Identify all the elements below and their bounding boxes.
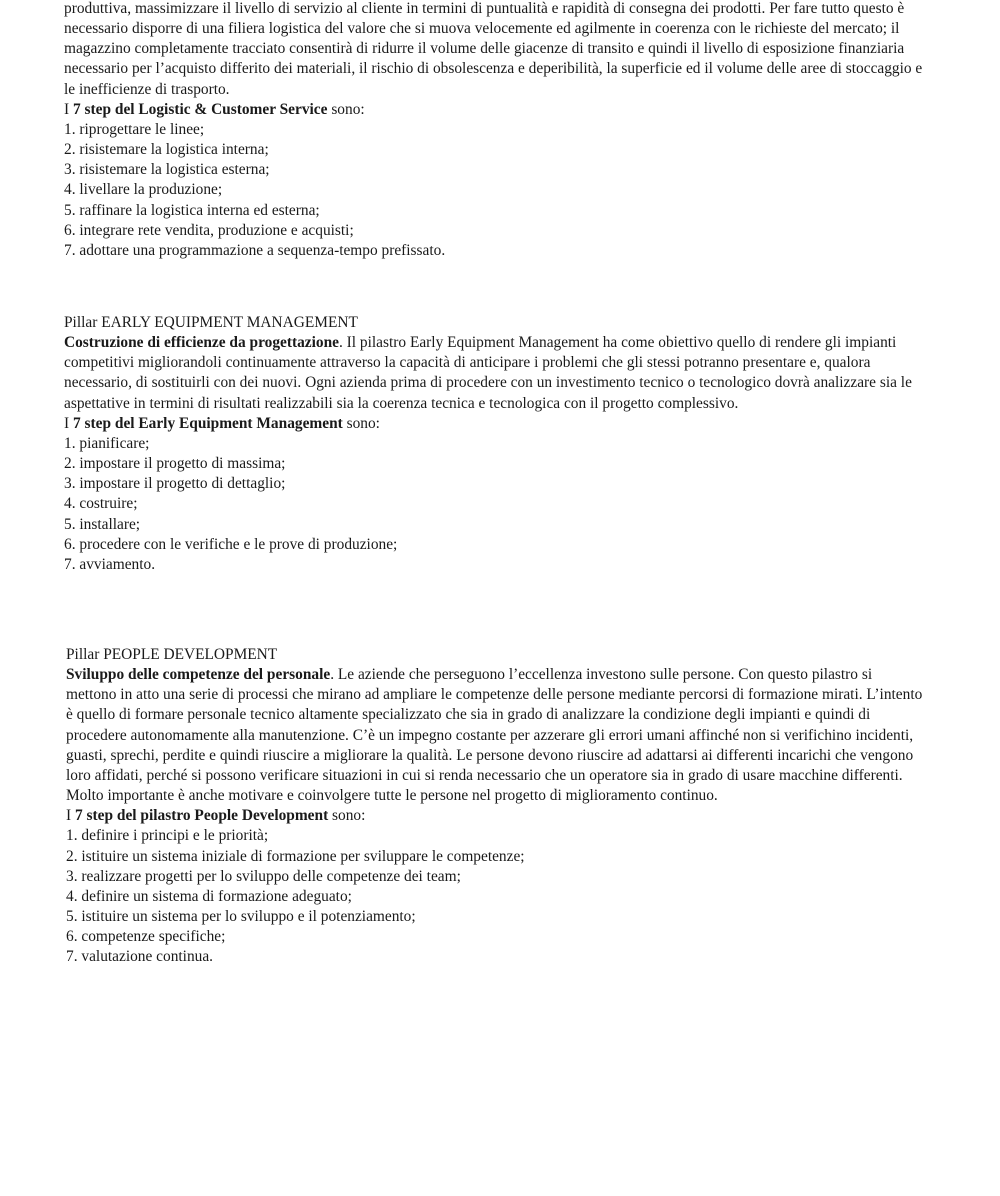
eem-steps-intro xyxy=(64,414,924,434)
people-step-item: 4. definire un sistema di formazione adeguato; xyxy=(66,887,352,905)
people-heading: Pillar PEOPLE DEVELOPMENT xyxy=(66,646,278,663)
people-section xyxy=(66,645,926,968)
logistic-step-item: 5. raffinare la logistica interna ed esterna; xyxy=(64,201,320,219)
people-step-item: 1. definire i principi e le priorità; xyxy=(66,827,269,845)
eem-lead-bold: Costruzione di efficienze da progettazione xyxy=(64,334,339,352)
eem-paragraph xyxy=(64,333,924,414)
people-step-item: 2. istituire un sistema iniziale di formazione per sviluppare le competenze; xyxy=(66,847,525,865)
people-steps-intro-bold: 7 step del pilastro People Development xyxy=(74,807,329,825)
eem-step-item: 6. procedere con le verifiche e le prove di produzione; xyxy=(64,535,398,553)
eem-step-item: 4. costruire; xyxy=(64,495,138,513)
people-step-item: 3. realizzare progetti per lo sviluppo delle competenze dei team; xyxy=(66,867,461,885)
people-step-item: 7. valutazione continua. xyxy=(66,948,214,966)
people-steps-intro-prefix: I xyxy=(66,807,75,825)
eem-lead-text: . Il pilastro Early Equipment Management ha come obiettivo quello di rendere gli impianti competitivi migliorandoli continuamente attraverso la capacità di anticipare i problemi che gli stessi potranno presentare e, qualora necessario, di sostituirli con dei nuovi. Ogni azienda prima di procedere con un investimento tecnico o tecnologico dovrà analizzare sia le aspettative in termini di risultati realizzabili sia la coerenza tecnica e tecnologica con il progetto complessivo. xyxy=(64,334,912,412)
people-steps-intro-suffix: sono: xyxy=(328,807,366,825)
logistic-section xyxy=(64,0,924,261)
eem-steps-intro-bold: 7 step del Early Equipment Management xyxy=(72,414,343,432)
eem-step-item: 7. avviamento. xyxy=(64,555,156,573)
people-lead-text: . Le aziende che perseguono l’eccellenza investono sulle persone. Con questo pilastro si mettono in atto una serie di processi che mirano ad ampliare le competenze delle persone mediante percorsi di formazione mirati. L’intento è quello di formare personale tecnico altamente specializzato che sia in grado di analizzare la condizione degli impianti e quindi di procedere autonomamente alla manutenzione. C’è un impegno costante per azzerare gli errori umani affinché non si verifichino incidenti, guasti, sprechi, perdite e quindi riuscire a migliorare la qualità. Le persone devono riuscire ad adattarsi ai differenti incarichi che vengono loro affidati, perché si possono verificare situazioni in cui si renda necessario che un operatore sia in grado di usare macchine differenti. Molto importante è anche motivare e coinvolgere tutte le persone nel progetto di miglioramento continuo. xyxy=(66,666,923,805)
eem-section xyxy=(64,313,924,575)
eem-step-item: 3. impostare il progetto di dettaglio; xyxy=(64,475,286,493)
eem-step-item: 1. pianificare; xyxy=(64,434,150,452)
people-paragraph xyxy=(66,665,926,806)
eem-step-item: 5. installare; xyxy=(64,515,141,533)
logistic-steps-intro-prefix: I xyxy=(64,100,73,118)
eem-step-item: 2. impostare il progetto di massima; xyxy=(64,455,286,473)
people-step-item: 6. competenze specifiche; xyxy=(66,928,226,946)
people-lead-bold: Sviluppo delle competenze del personale xyxy=(66,666,331,684)
eem-steps-intro-suffix: sono: xyxy=(342,414,380,432)
logistic-intro-paragraph: produttiva, massimizzare il livello di servizio al cliente in termini di puntualità e rapidità di consegna dei prodotti. Per fare tutto questo è necessario disporre di una filiera logistica del valore che si muova velocemente ed agilmente in coerenza con le richieste del mercato; il magazzino completamente tracciato consentirà di ridurre il volume delle giacenze di transito e quindi il livello di esposizione finanziaria necessario per l’acquisto differito dei materiali, il rischio di obsolescenza e deperibilità, la superficie ed il volume delle aree di stoccaggio e le inefficienze di trasporto. xyxy=(64,0,923,98)
logistic-step-item: 4. livellare la produzione; xyxy=(64,181,223,199)
logistic-steps-intro-suffix: sono: xyxy=(327,100,365,118)
logistic-steps-intro-bold: 7 step del Logistic & Customer Service xyxy=(72,100,328,118)
people-steps-intro xyxy=(66,806,926,826)
people-step-item: 5. istituire un sistema per lo sviluppo e il potenziamento; xyxy=(66,908,416,926)
logistic-step-item: 1. riprogettare le linee; xyxy=(64,120,205,138)
logistic-step-item: 6. integrare rete vendita, produzione e acquisti; xyxy=(64,221,354,239)
logistic-steps-intro xyxy=(64,100,924,120)
logistic-step-item: 3. risistemare la logistica esterna; xyxy=(64,161,270,179)
logistic-step-item: 7. adottare una programmazione a sequenza-tempo prefissato. xyxy=(64,241,446,259)
eem-heading: Pillar EARLY EQUIPMENT MANAGEMENT xyxy=(64,314,358,331)
logistic-step-item: 2. risistemare la logistica interna; xyxy=(64,141,269,159)
eem-steps-intro-prefix: I xyxy=(64,414,73,432)
